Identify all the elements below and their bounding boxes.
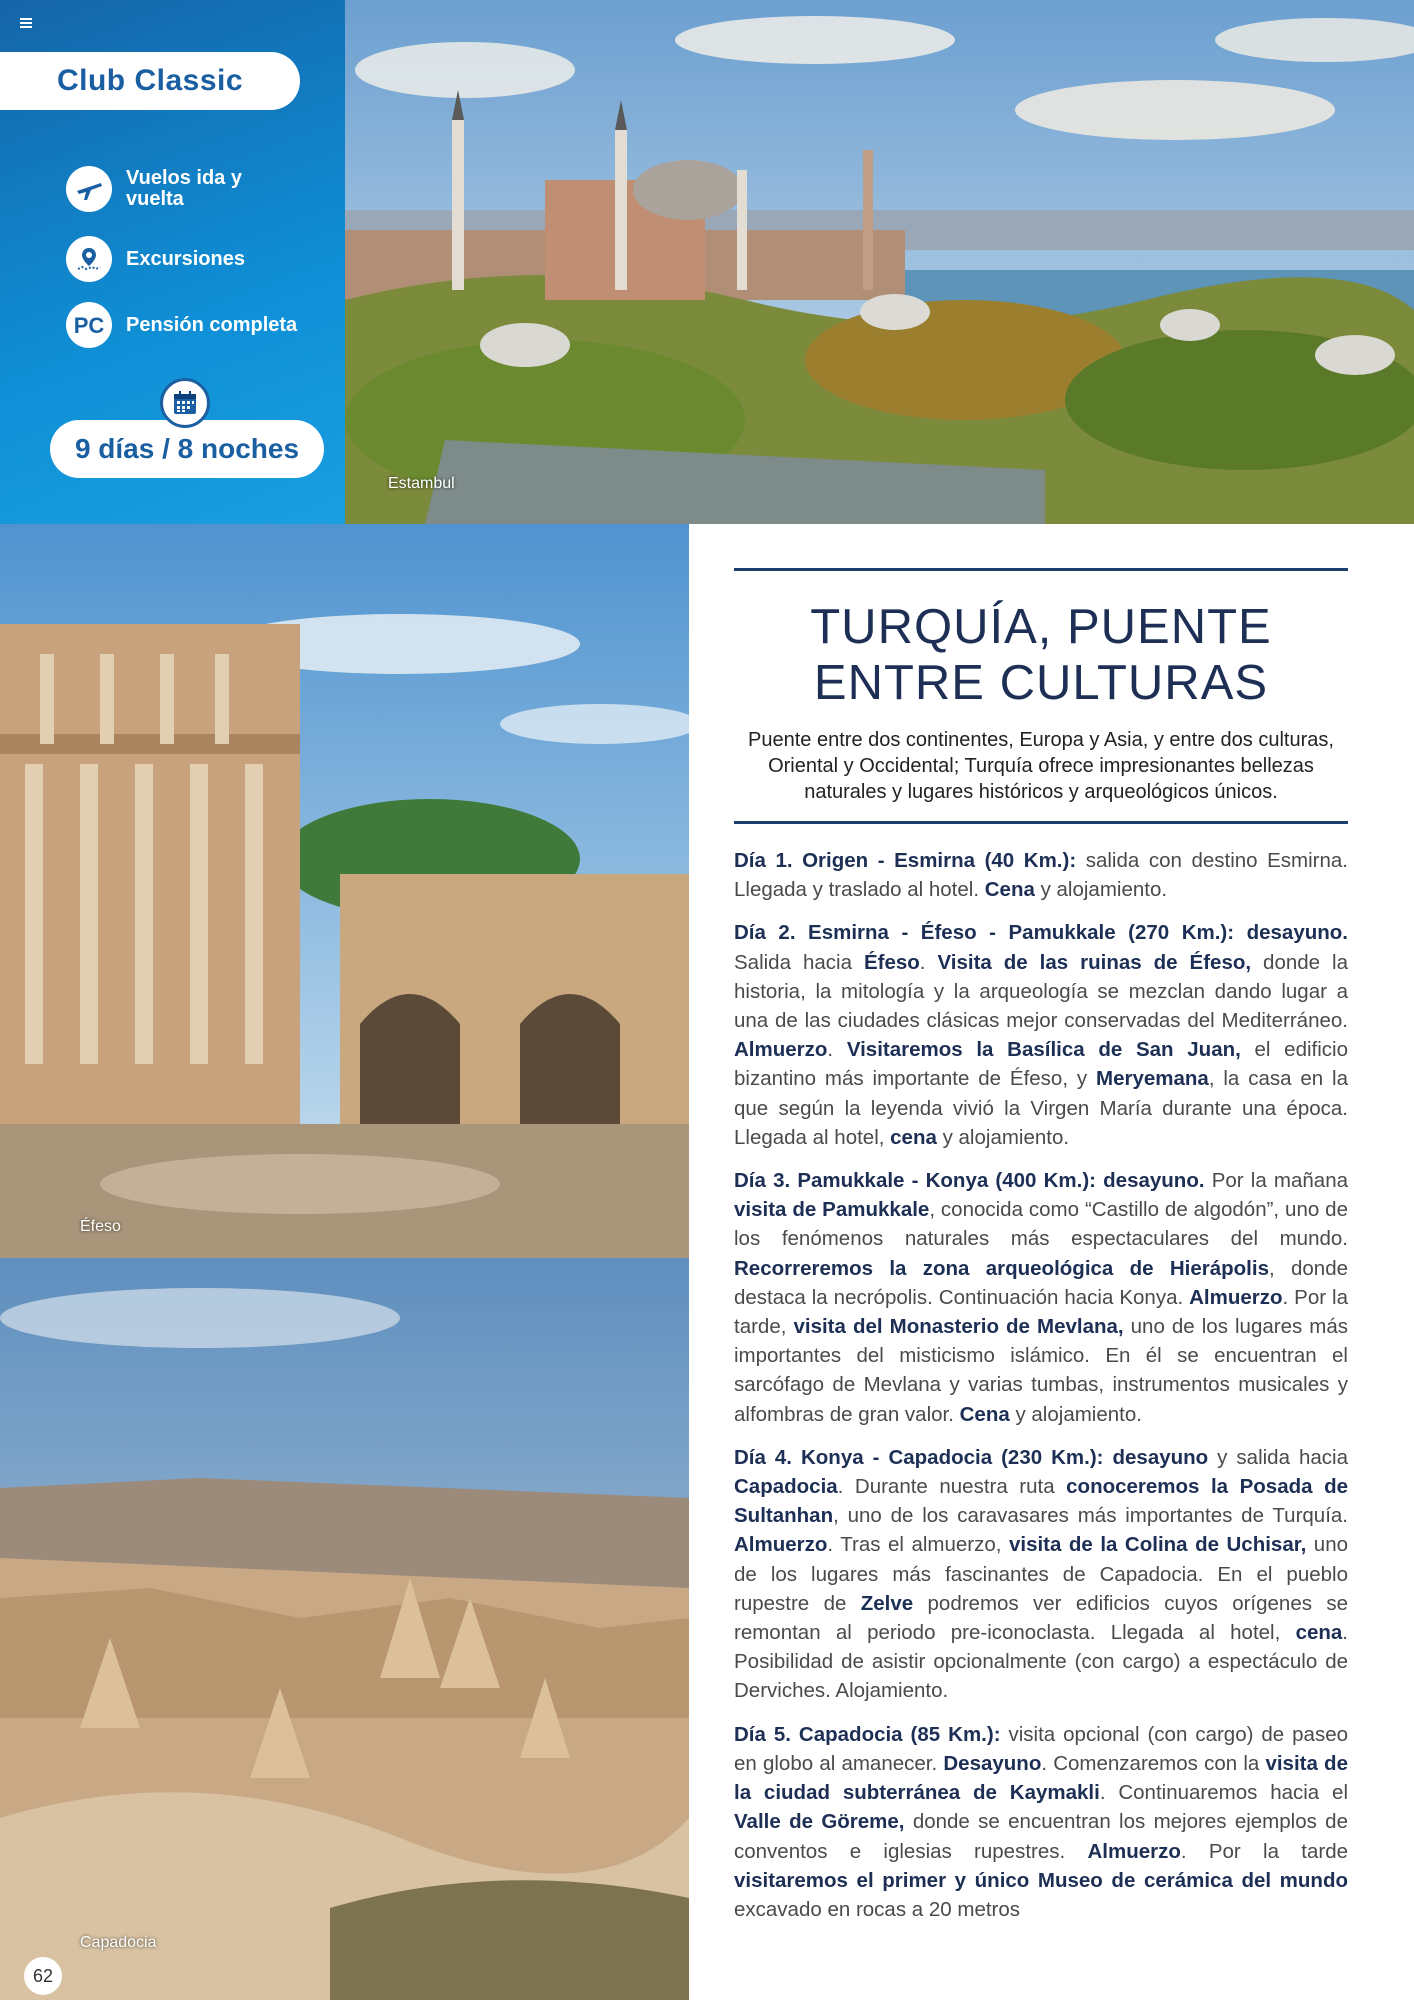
- club-badge: Club Classic: [0, 52, 300, 110]
- bold-text: Recorreremos la zona arqueológica de Hierápolis: [734, 1256, 1269, 1280]
- body-text: salida con destino Esmirna. Llegada y traslado al hotel.: [734, 849, 1348, 902]
- bold-text: Almuerzo: [734, 1038, 828, 1062]
- body-text: . Por la tarde,: [734, 1285, 1348, 1339]
- bold-text: Día 1. Origen - Esmirna (40 Km.):: [734, 849, 1077, 872]
- itinerary-day-3: [734, 1166, 1348, 1429]
- bold-text: cena: [1295, 1621, 1343, 1645]
- photo-caption: Estambul: [388, 475, 455, 492]
- bold-text: Visitaremos la Basílica de San Juan,: [846, 1038, 1241, 1062]
- body-text: y alojamiento.: [1034, 878, 1168, 902]
- feature-full-board: [66, 302, 297, 348]
- bold-text: Capadocia: [734, 1475, 838, 1499]
- body-text: podremos ver edificios cuyos orígenes se remontan al periodo pre-iconoclasta. Llegada al hotel,: [734, 1591, 1348, 1645]
- body-text: , donde destaca la necrópolis. Continuación hacia Konya.: [734, 1256, 1348, 1309]
- article: [734, 568, 1348, 1924]
- body-text: el edificio bizantino más importante de Éfeso, y: [734, 1038, 1348, 1091]
- bold-text: visita de Pamukkale: [734, 1198, 930, 1222]
- body-text: . Comenzaremos con la: [1041, 1751, 1266, 1775]
- bold-text: Almuerzo: [734, 1533, 828, 1557]
- plane-icon: [66, 166, 112, 212]
- body-text: visita opcional (con cargo) de paseo en globo al amanecer.: [734, 1722, 1349, 1775]
- bold-text: Día 4. Konya - Capadocia (230 Km.): desayuno: [734, 1445, 1209, 1469]
- body-text: y salida hacia: [1208, 1445, 1348, 1469]
- body-text: Salida hacia: [734, 950, 864, 974]
- body-text: .: [919, 950, 938, 974]
- itinerary-day-1: [734, 846, 1348, 904]
- bold-text: Zelve: [860, 1591, 914, 1615]
- bold-text: Cena: [984, 878, 1035, 902]
- body-text: . Durante nuestra ruta: [837, 1475, 1067, 1499]
- bold-text: Día 3. Pamukkale - Konya (400 Km.): desayuno.: [734, 1169, 1205, 1193]
- bold-text: Almuerzo: [1087, 1839, 1181, 1863]
- ephesus-photo: [0, 524, 689, 1258]
- page-number: 62: [24, 1957, 62, 1995]
- body-text: , uno de los caravasares más importantes de Turquía.: [833, 1504, 1348, 1528]
- body-text: Por la mañana: [1204, 1169, 1348, 1193]
- itinerary-day-5: [734, 1720, 1348, 1924]
- top-rule: [734, 568, 1348, 571]
- bold-text: Meryemana: [1096, 1067, 1209, 1091]
- bold-text: cena: [890, 1125, 937, 1149]
- itinerary-day-2: [734, 918, 1348, 1152]
- body-text: donde se encuentran los mejores ejemplos de conventos e iglesias rupestres.: [734, 1810, 1348, 1863]
- istanbul-photo: [345, 0, 1414, 524]
- body-text: excavado en rocas a 20 metros: [734, 1897, 1021, 1921]
- body-text: , conocida como “Castillo de algodón”, uno de los fenómenos naturales más espectaculares del mundo.: [734, 1198, 1348, 1251]
- article-title: TURQUÍA, PUENTE ENTRE CULTURAS: [810, 600, 1272, 710]
- body-text: . Por la tarde: [1180, 1839, 1348, 1863]
- bold-text: Valle de Göreme,: [734, 1810, 905, 1834]
- bold-text: Día 2. Esmirna - Éfeso - Pamukkale (270 Km.): desayuno.: [734, 921, 1348, 945]
- bold-text: Visita de las ruinas de Éfeso,: [937, 950, 1252, 974]
- itinerary-day-4: [734, 1443, 1348, 1706]
- bold-text: visita de la ciudad subterránea de Kaymakli: [734, 1751, 1348, 1805]
- bold-text: Almuerzo: [1189, 1285, 1283, 1309]
- body-text: uno de los lugares más importantes del misticismo islámico. En él se encuentran el sarcófago de Mevlana y varias tumbas, instrumentos musicales y alfombras de gran valor.: [734, 1315, 1349, 1426]
- feature-label: Vuelos ida y vuelta: [126, 167, 242, 210]
- bold-text: conoceremos la Posada de Sultanhan: [734, 1475, 1348, 1528]
- menu-icon: [20, 18, 32, 28]
- calendar-icon: [160, 378, 210, 428]
- bold-text: Éfeso: [863, 950, 920, 974]
- body-text: . Posibilidad de asistir opcionalmente (con cargo) a espectáculo de Derviches. Alojamiento.: [734, 1621, 1348, 1703]
- pc-badge-icon: PC: [66, 302, 112, 348]
- bold-text: visitaremos el primer y único Museo de cerámica del mundo: [734, 1868, 1348, 1892]
- body-text: y alojamiento.: [936, 1125, 1070, 1149]
- map-pin-icon: [66, 236, 112, 282]
- bold-text: visita de la Colina de Uchisar,: [1008, 1533, 1307, 1557]
- bold-text: Día 5. Capadocia (85 Km.):: [734, 1722, 1001, 1746]
- bold-text: Desayuno: [943, 1751, 1042, 1775]
- photo-caption: Capadocia: [80, 1934, 157, 1951]
- body-text: .: [827, 1038, 847, 1062]
- bold-text: visita del Monasterio de Mevlana,: [793, 1315, 1124, 1339]
- cappadocia-photo: [0, 1258, 689, 2000]
- feature-label: Excursiones: [126, 247, 245, 270]
- intro-rule: [734, 821, 1348, 824]
- promo-panel: [0, 0, 345, 524]
- body-text: uno de los lugares más fascinantes de Capadocia. En el pueblo rupestre de: [734, 1533, 1348, 1615]
- bold-text: Cena: [959, 1402, 1010, 1426]
- body-text: . Continuaremos hacia el: [1099, 1781, 1348, 1805]
- body-text: donde la historia, la mitología y la arqueología se mezclan dando lugar a una de las ciudades clásicas mejor conservadas del Mediterráneo.: [734, 950, 1348, 1033]
- feature-flights: [66, 166, 246, 212]
- feature-excursions: [66, 236, 245, 282]
- body-text: y alojamiento.: [1009, 1402, 1142, 1426]
- photo-caption: Éfeso: [80, 1218, 121, 1235]
- article-intro: Puente entre dos continentes, Europa y Asia, y entre dos culturas, Oriental y Occidental; Turquía ofrece impresionantes bellezas naturales y lugares históricos y arqueológicos únicos.: [748, 729, 1334, 803]
- body-text: . Tras el almuerzo,: [827, 1533, 1009, 1557]
- body-text: , la casa en la que según la leyenda vivió la Virgen María durante una época. Llegada al hotel,: [734, 1067, 1348, 1149]
- duration-badge: 9 días / 8 noches: [50, 420, 324, 478]
- feature-label: Pensión completa: [126, 313, 298, 336]
